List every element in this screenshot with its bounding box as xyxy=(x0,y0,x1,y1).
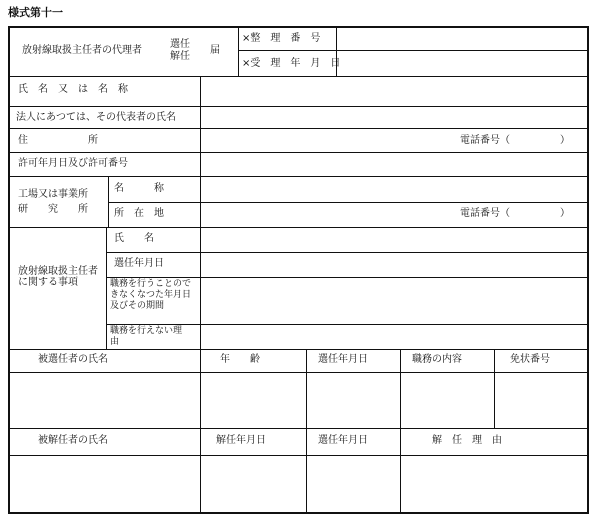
chief-appointed-label: 選任年月日 xyxy=(114,258,164,269)
agent-notice-title: 放射線取扱主任者の代理者 xyxy=(22,45,142,56)
rule xyxy=(10,428,589,429)
chief-reason-label: 職務を行えない理 由 xyxy=(110,326,201,347)
notice-suffix: 届 xyxy=(210,45,220,56)
workplace-name-label: 名 称 xyxy=(114,183,164,194)
workplace-group-label: 工場又は事業所 xyxy=(18,189,88,200)
address-label: 住 所 xyxy=(18,135,98,146)
rule xyxy=(200,76,201,349)
rule xyxy=(400,428,401,514)
appointee-name-header: 被選任者の氏名 xyxy=(38,354,108,365)
rule xyxy=(106,324,589,325)
workplace-location-label: 所 在 地 xyxy=(114,208,164,219)
workplace-group-label-2: 研 究 所 xyxy=(18,204,88,215)
chief-name-label: 氏 名 xyxy=(114,233,154,244)
rule xyxy=(238,28,239,76)
rule xyxy=(10,455,589,456)
rule xyxy=(400,349,401,428)
workplace-phone-label: 電話番号（ ） xyxy=(460,208,570,219)
appointee-duties-header: 職務の内容 xyxy=(412,354,462,365)
rule xyxy=(10,176,589,177)
dismissal-reason-header: 解 任 理 由 xyxy=(432,435,502,446)
form-number: 様式第十一 xyxy=(8,6,63,19)
rule xyxy=(10,76,589,77)
dismissal-date-header: 解任年月日 xyxy=(216,435,266,446)
chief-group-label: 放射線取扱主任者に関する事項 xyxy=(18,266,98,288)
rule xyxy=(108,176,109,227)
permit-label: 許可年月日及び許可番号 xyxy=(18,158,128,169)
appointee-date-header: 選任年月日 xyxy=(318,354,368,365)
receipt-date-label: ×受 理 年 月 日 xyxy=(242,58,341,69)
rule xyxy=(494,349,495,428)
rule xyxy=(238,50,589,51)
appointee-age-header: 年 齢 xyxy=(220,354,260,365)
rule xyxy=(10,227,589,228)
rule xyxy=(10,372,589,373)
rule xyxy=(106,252,589,253)
rule xyxy=(306,349,307,428)
reference-number-label: ×整 理 番 号 xyxy=(242,33,321,44)
appointee-license-header: 免状番号 xyxy=(510,354,550,365)
rule xyxy=(200,349,201,514)
representative-label: 法人にあつては、その代表者の氏名 xyxy=(16,112,176,123)
form-frame xyxy=(8,26,589,514)
rule xyxy=(10,106,589,107)
rule xyxy=(10,349,589,350)
rule xyxy=(306,428,307,514)
option-appoint: 選任 xyxy=(170,39,190,50)
rule xyxy=(10,128,589,129)
rule xyxy=(10,152,589,153)
address-phone-label: 電話番号（ ） xyxy=(460,135,570,146)
rule xyxy=(108,202,589,203)
chief-period-label: 職務を行うことのできなくなつた年月日及びその期間 xyxy=(110,279,192,311)
name-label: 氏 名 又 は 名 称 xyxy=(18,84,128,95)
rule xyxy=(106,277,589,278)
rule xyxy=(106,227,107,349)
option-dismiss: 解任 xyxy=(170,51,190,62)
dismissed-name-header: 被解任者の氏名 xyxy=(38,435,108,446)
dismissed-appointed-header: 選任年月日 xyxy=(318,435,368,446)
